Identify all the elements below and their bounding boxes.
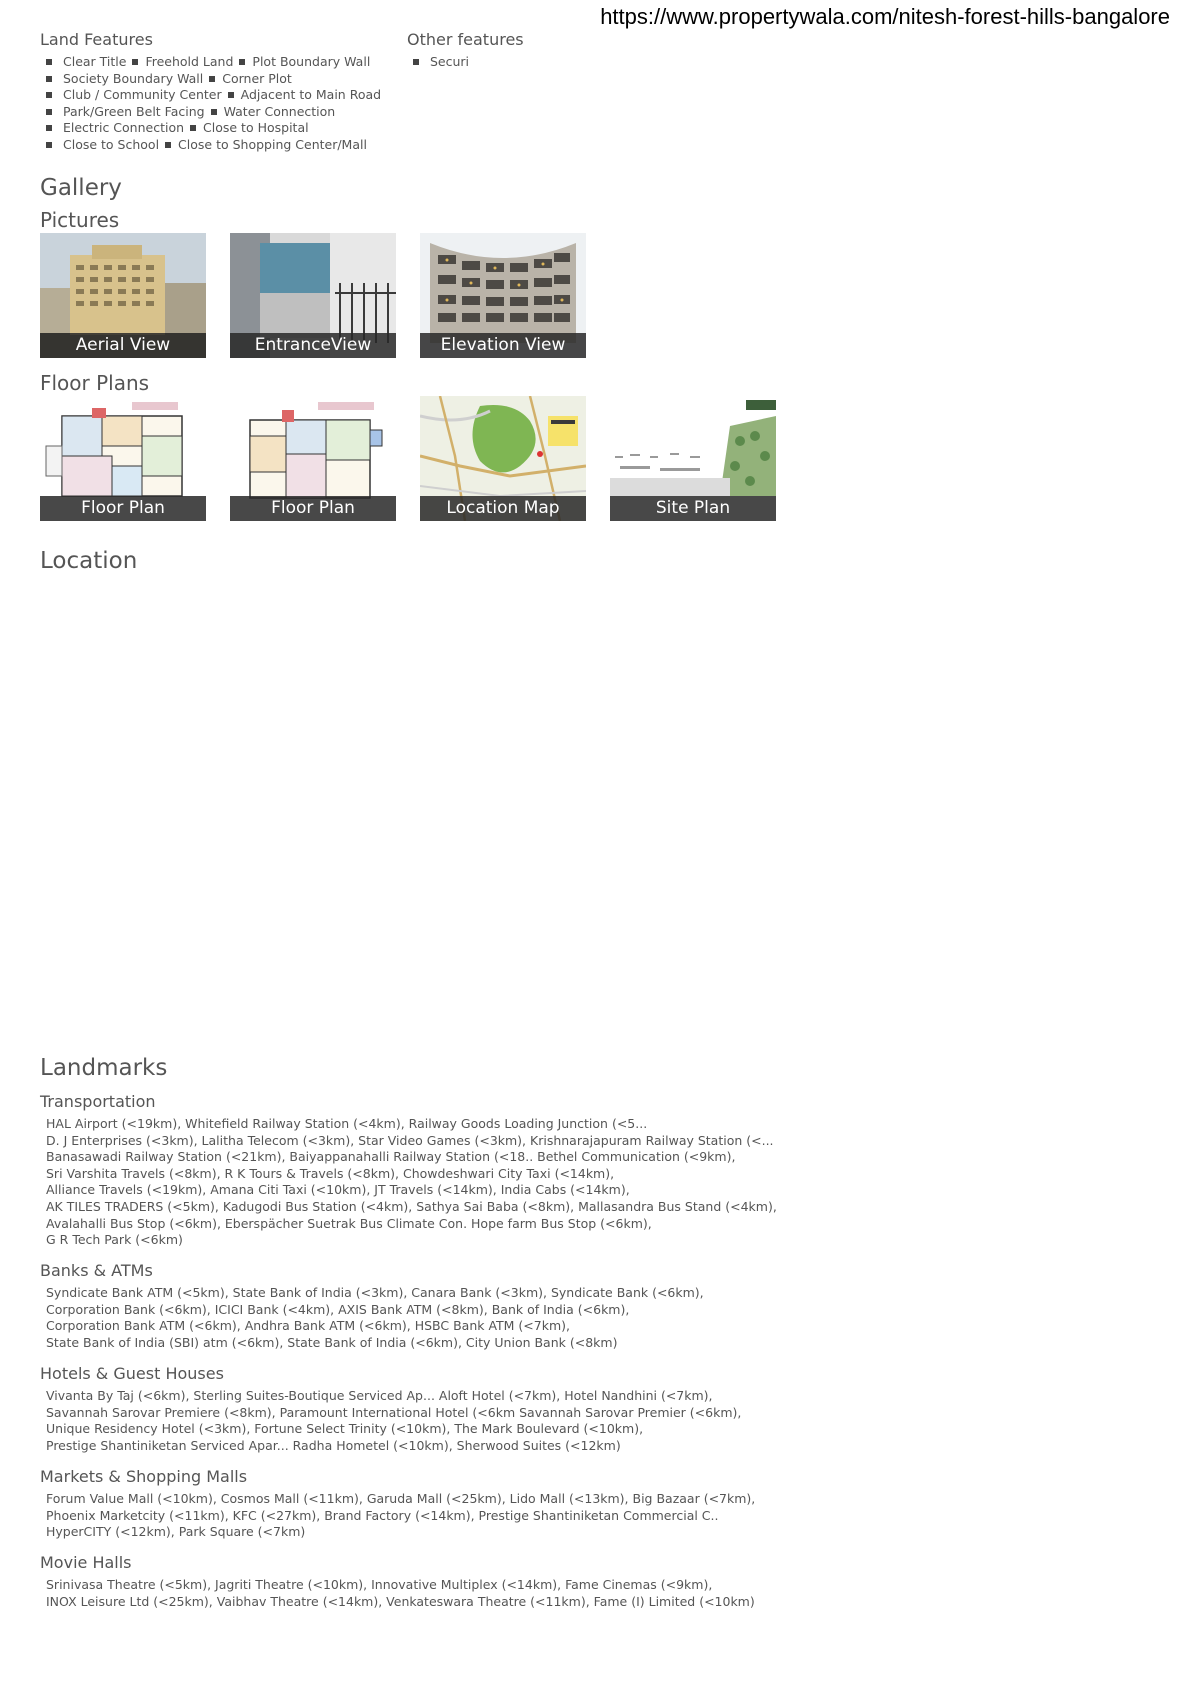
thumb-caption: Floor Plan [230, 496, 396, 521]
landmark-section-heading: Transportation [40, 1092, 156, 1111]
landmark-line: Srinivasa Theatre (<5km), Jagriti Theatre (<10km), Innovative Multiplex (<14km), Fame Cinemas (<9km), [46, 1577, 713, 1592]
landmark-line: Phoenix Marketcity (<11km), KFC (<27km), Brand Factory (<14km), Prestige Shantiniketan Commercial C.. [46, 1507, 719, 1523]
location-map-thumb[interactable] [420, 396, 586, 521]
floor-plan-thumb-1[interactable] [40, 396, 206, 521]
landmark-line: Savannah Sarovar Premiere (<8km), Paramount International Hotel (<6km Savannah Sarovar Premier (<6km), [46, 1404, 742, 1420]
land-feature-row [40, 104, 410, 121]
other-features-heading: Other features [407, 30, 524, 49]
landmark-list [40, 1285, 800, 1351]
landmark-line: Prestige Shantiniketan Serviced Apar... Radha Hometel (<10km), Sherwood Suites (<12km) [46, 1437, 621, 1453]
thumb-caption: Elevation View [420, 333, 586, 358]
landmark-line: D. J Enterprises (<3km), Lalitha Telecom (<3km), Star Video Games (<3km), Krishnarajapuram Railway Station (<... [46, 1132, 774, 1148]
floor-plan-thumb-2[interactable] [230, 396, 396, 521]
landmark-line: Syndicate Bank ATM (<5km), State Bank of India (<3km), Canara Bank (<3km), Syndicate Bank (<6km), [46, 1285, 704, 1300]
location-heading: Location [40, 548, 138, 574]
landmark-line: Vivanta By Taj (<6km), Sterling Suites-Boutique Serviced Ap... Aloft Hotel (<7km), Hotel Nandhini (<7km), [46, 1388, 713, 1403]
landmark-line: Alliance Travels (<19km), Amana Citi Taxi (<10km), JT Travels (<14km), India Cabs (<14km), [46, 1182, 630, 1198]
site-plan-thumb[interactable] [610, 396, 776, 521]
thumb-caption: EntranceView [230, 333, 396, 358]
land-features-heading: Land Features [40, 30, 153, 49]
landmark-section-hotels [40, 1364, 800, 1454]
landmark-list [40, 1388, 800, 1454]
landmark-line: Forum Value Mall (<10km), Cosmos Mall (<11km), Garuda Mall (<25km), Lido Mall (<13km), Big Bazaar (<7km), [46, 1491, 756, 1506]
land-feature-item: Close to School [63, 136, 160, 152]
land-feature-item: Water Connection [223, 103, 336, 119]
landmark-line: State Bank of India (SBI) atm (<6km), State Bank of India (<6km), City Union Bank (<8km) [46, 1334, 618, 1350]
land-features-list [40, 54, 410, 154]
landmark-line: Sri Varshita Travels (<8km), R K Tours & Travels (<8km), Chowdeshwari City Taxi (<14km), [46, 1165, 615, 1181]
landmark-line: HyperCITY (<12km), Park Square (<7km) [46, 1524, 306, 1540]
bullet-square-icon [190, 125, 196, 131]
bullet-square-icon [239, 59, 245, 65]
land-feature-row [40, 54, 410, 71]
landmark-section-heading: Banks & ATMs [40, 1261, 153, 1280]
land-feature-row [40, 120, 410, 137]
land-feature-item: Plot Boundary Wall [252, 54, 371, 69]
other-features-section [407, 30, 607, 71]
gallery-thumb-aerial-view[interactable] [40, 233, 206, 358]
landmark-section-movie-halls [40, 1553, 800, 1610]
landmark-line: Corporation Bank ATM (<6km), Andhra Bank ATM (<6km), HSBC Bank ATM (<7km), [46, 1318, 570, 1334]
land-feature-item: Club / Community Center [63, 87, 222, 103]
gallery-heading: Gallery [40, 175, 122, 201]
land-feature-row [40, 87, 410, 104]
page-url-link[interactable]: https://www.propertywala.com/nitesh-forest-hills-bangalore [600, 4, 1170, 29]
land-feature-item: Corner Plot [222, 70, 292, 86]
land-features-section [40, 30, 410, 154]
land-feature-item: Close to Hospital [203, 120, 309, 136]
thumb-caption: Location Map [420, 496, 586, 521]
landmark-line: Avalahalli Bus Stop (<6km), Eberspächer Suetrak Bus Climate Con. Hope farm Bus Stop (<6km), [46, 1215, 652, 1231]
landmark-list [40, 1116, 800, 1249]
land-feature-item: Society Boundary Wall [63, 70, 204, 86]
landmark-section-heading: Markets & Shopping Malls [40, 1467, 248, 1486]
land-feature-item: Close to Shopping Center/Mall [178, 136, 367, 152]
other-feature-item: Securi [407, 54, 607, 71]
gallery-thumb-entrance-view[interactable] [230, 233, 396, 358]
landmark-section-heading: Hotels & Guest Houses [40, 1364, 224, 1383]
land-feature-row [40, 71, 410, 88]
floor-plans-heading: Floor Plans [40, 371, 150, 395]
bullet-square-icon [211, 109, 217, 115]
landmark-line: HAL Airport (<19km), Whitefield Railway Station (<4km), Railway Goods Loading Junction (<5... [46, 1116, 648, 1131]
pictures-heading: Pictures [40, 208, 120, 232]
location-map-area [40, 585, 780, 1025]
thumb-caption: Site Plan [610, 496, 776, 521]
bullet-square-icon [132, 59, 138, 65]
landmark-line: G R Tech Park (<6km) [46, 1232, 183, 1248]
land-feature-item: Electric Connection [63, 120, 185, 136]
thumb-caption: Floor Plan [40, 496, 206, 521]
landmark-line: Unique Residency Hotel (<3km), Fortune Select Trinity (<10km), The Mark Boulevard (<10km), [46, 1421, 644, 1437]
land-feature-item: Park/Green Belt Facing [63, 103, 205, 119]
other-features-list [407, 54, 607, 71]
landmark-line: Banasawadi Railway Station (<21km), Baiyappanahalli Railway Station (<18.. Bethel Communication (<9km), [46, 1149, 736, 1165]
bullet-square-icon [165, 142, 171, 148]
landmark-section-transportation [40, 1092, 800, 1249]
landmark-line: AK TILES TRADERS (<5km), Kadugodi Bus Station (<4km), Sathya Sai Baba (<8km), Mallasandra Bus Stand (<4km), [46, 1198, 777, 1214]
thumb-caption: Aerial View [40, 333, 206, 358]
landmark-line: INOX Leisure Ltd (<25km), Vaibhav Theatre (<14km), Venkateswara Theatre (<11km), Fame (I) Limited (<10km) [46, 1593, 755, 1609]
gallery-thumb-elevation-view[interactable] [420, 233, 586, 358]
landmark-section-banks-atms [40, 1261, 800, 1351]
landmark-line: Corporation Bank (<6km), ICICI Bank (<4km), AXIS Bank ATM (<8km), Bank of India (<6km), [46, 1301, 630, 1317]
land-feature-row [40, 137, 410, 154]
bullet-square-icon [228, 92, 234, 98]
landmark-list [40, 1577, 800, 1610]
land-feature-item: Clear Title [63, 54, 127, 69]
landmarks-heading: Landmarks [40, 1055, 168, 1081]
landmark-section-heading: Movie Halls [40, 1553, 132, 1572]
landmark-list [40, 1491, 800, 1541]
land-feature-item: Freehold Land [145, 54, 234, 69]
landmark-section-markets-malls [40, 1467, 800, 1541]
bullet-square-icon [209, 76, 215, 82]
land-feature-item: Adjacent to Main Road [240, 87, 382, 103]
